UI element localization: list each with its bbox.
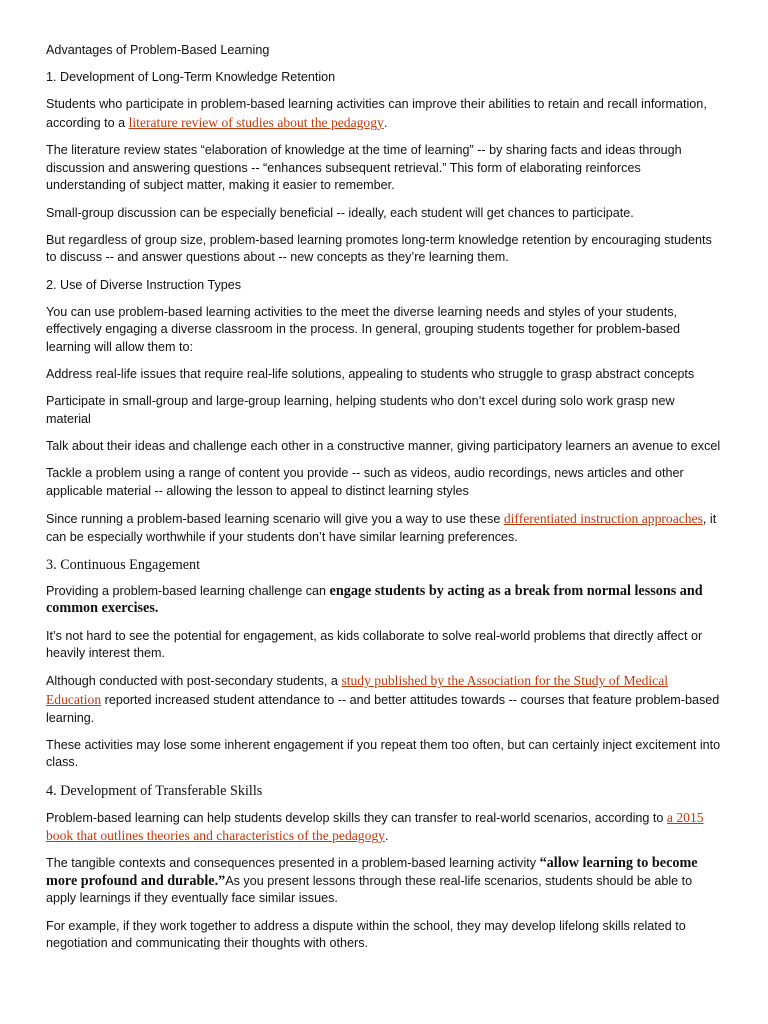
study-association-link[interactable]: study published by the Association for the Study of Medical Education xyxy=(46,673,669,707)
section-2-heading: 2. Use of Diverse Instruction Types xyxy=(46,277,242,292)
book-2015-link[interactable]: a 2015 book that outlines theories and characteristics of the pedagogy xyxy=(46,809,704,844)
bold-emphasis: engage students by acting as a break from normal lessons and common exercises. xyxy=(46,582,703,617)
list-item: Participate in small-group and large-group learning, helping students who don’t excel during solo work grasp new material xyxy=(46,394,675,426)
section-3-heading: 3. Continuous Engagement xyxy=(46,556,201,573)
list-item: Address real-life issues that require real-life solutions, appealing to students who struggle to grasp abstract concepts xyxy=(46,367,695,382)
paragraph: It’s not hard to see the potential for engagement, as kids collaborate to solve real-world problems that directly affect or heavily interest them. xyxy=(46,628,703,661)
paragraph: But regardless of group size, problem-based learning promotes long-term knowledge retention by encouraging students to discuss -- and answer questions about -- new concepts as they’re learning them. xyxy=(46,232,712,265)
literature-review-link[interactable]: literature review of studies about the pedagogy xyxy=(128,114,384,130)
paragraph: For example, if they work together to address a dispute within the school, they may develop lifelong skills related to negotiation and communicating their thoughts with others. xyxy=(46,918,686,951)
differentiated-instruction-link[interactable]: differentiated instruction approaches xyxy=(503,511,703,526)
paragraph: You can use problem-based learning activities to the meet the diverse learning needs and styles of your students, effectively engaging a diverse classroom in the process. In general, grouping students together for problem-based learning will allow them to: xyxy=(46,304,681,354)
paragraph: Since running a problem-based learning scenario will give you a way to use these differentiated instruction approaches, it can be especially worthwhile if your students don’t have similar learning preferences. xyxy=(46,511,717,544)
paragraph: These activities may lose some inherent engagement if you repeat them too often, but can certainly inject excitement into class. xyxy=(46,737,721,770)
paragraph: Students who participate in problem-based learning activities can improve their abilities to retain and recall information, according to a literature review of studies about the pedagogy. xyxy=(46,97,707,130)
paragraph: Although conducted with post-secondary students, a study published by the Association for the Study of Medical Education reported increased student attendance to -- and better attitudes towards -- courses that feature problem-based learning. xyxy=(46,673,720,725)
paragraph: Providing a problem-based learning challenge can engage students by acting as a break from normal lessons and common exercises. xyxy=(46,582,703,617)
paragraph: Small-group discussion can be especially beneficial -- ideally, each student will get chances to participate. xyxy=(46,205,634,220)
bold-quote: “allow learning to become more profound and durable.” xyxy=(46,855,698,889)
list-item: Tackle a problem using a range of content you provide -- such as videos, audio recordings, news articles and other applicable material -- allowing the lesson to appeal to distinct learning styles xyxy=(46,466,684,498)
document-body xyxy=(46,42,722,962)
section-1-heading: 1. Development of Long-Term Knowledge Retention xyxy=(46,70,336,85)
paragraph: The literature review states “elaboration of knowledge at the time of learning” -- by sharing facts and ideas through discussion and answering questions -- “enhances subsequent retrieval.” This form of elaborating reinforces understanding of subject matter, making it easier to remember. xyxy=(46,143,682,193)
paragraph: The tangible contexts and consequences presented in a problem-based learning activity “allow learning to become more profound and durable.”As you present lessons through these real-life scenarios, students should be able to apply learnings if they eventually face similar issues. xyxy=(46,855,698,906)
paragraph: Problem-based learning can help students develop skills they can transfer to real-world scenarios, according to a 2015 book that outlines theories and characteristics of the pedagogy. xyxy=(46,809,704,844)
section-4-heading: 4. Development of Transferable Skills xyxy=(46,782,263,799)
list-item: Talk about their ideas and challenge each other in a constructive manner, giving participatory learners an avenue to excel xyxy=(46,439,721,454)
page-title: Advantages of Problem-Based Learning xyxy=(46,43,270,57)
